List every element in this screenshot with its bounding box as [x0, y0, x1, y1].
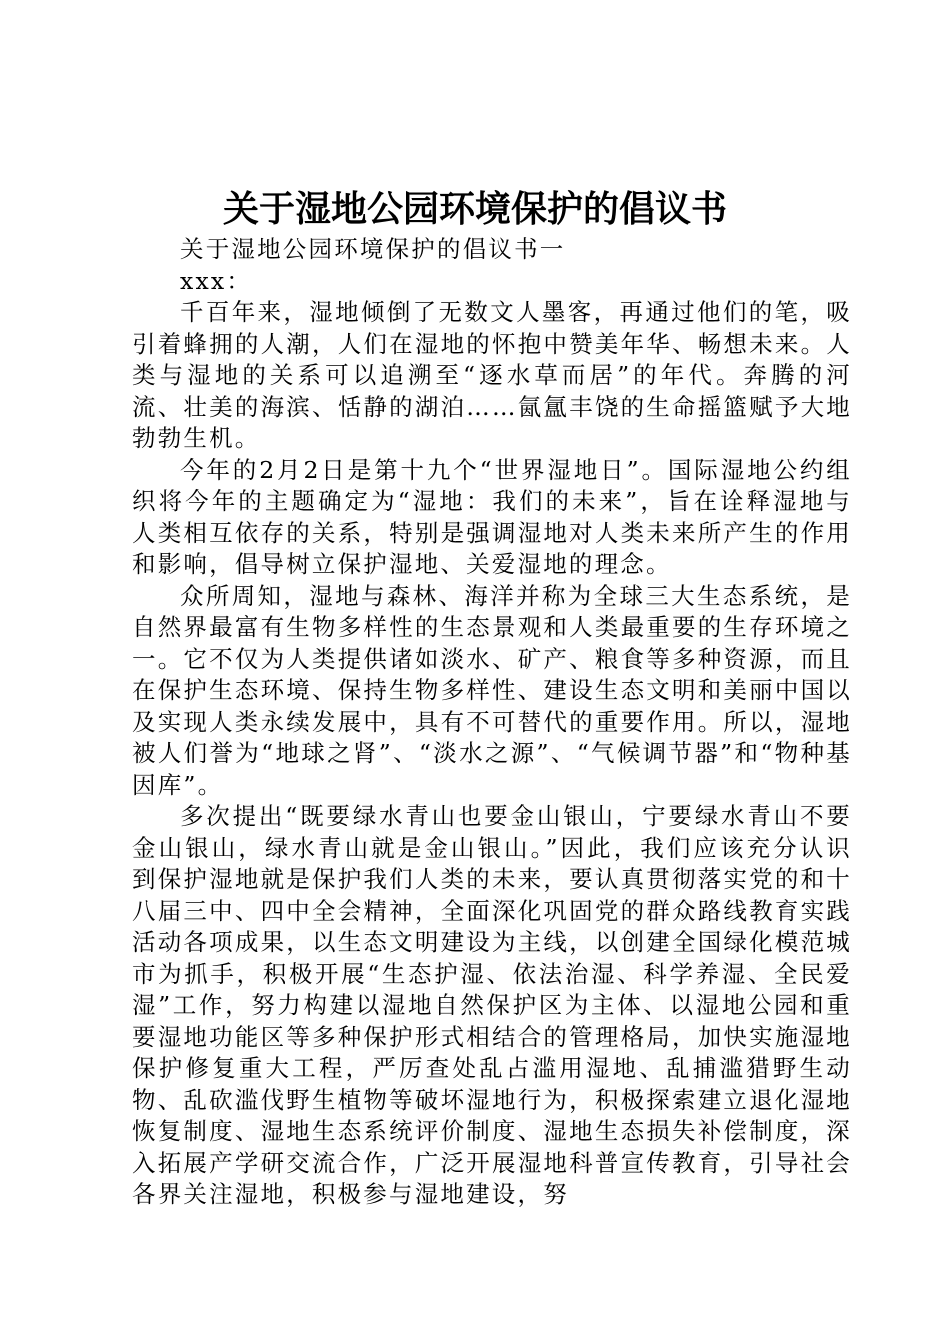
paragraph: 今年的2月2日是第十九个“世界湿地日”。国际湿地公约组织将今年的主题确定为“湿地：我们的未来”，旨在诠释湿地与人类相互依存的关系，特别是强调湿地对人类未来所产生的作用和影响，倡导树立保护湿地、关爱湿地的理念。 [132, 455, 852, 578]
document-title: 关于湿地公园环境保护的倡议书 [222, 188, 727, 230]
paragraph: 众所周知，湿地与森林、海洋并称为全球三大生态系统，是自然界最富有生物多样性的生态景观和人类最重要的生存环境之一。它不仅为人类提供诸如淡水、矿产、粮食等多种资源，而且在保护生态环境、保持生物多样性、建设生态文明和美丽中国以及实现人类永续发展中，具有不可替代的重要作用。所以，湿地被人们誉为“地球之肾”、“淡水之源”、“气候调节器”和“物种基因库”。 [132, 581, 852, 799]
document-body [132, 234, 852, 1211]
salutation: xxx： [180, 266, 253, 295]
paragraph: 千百年来，湿地倾倒了无数文人墨客，再通过他们的笔，吸引着蜂拥的人潮，人们在湿地的怀抱中赞美年华、畅想未来。人类与湿地的关系可以追溯至“逐水草而居”的年代。奔腾的河流、壮美的海滨、恬静的湖泊……氤氲丰饶的生命摇篮赋予大地勃勃生机。 [132, 298, 852, 452]
paragraph: 多次提出“既要绿水青山也要金山银山，宁要绿水青山不要金山银山，绿水青山就是金山银山。”因此，我们应该充分认识到保护湿地就是保护我们人类的未来，要认真贯彻落实党的和十八届三中、四中全会精神，全面深化巩固党的群众路线教育实践活动各项成果，以生态文明建设为主线，以创建全国绿化模范城市为抓手，积极开展“生态护湿、依法治湿、科学养湿、全民爱湿”工作，努力构建以湿地自然保护区为主体、以湿地公园和重要湿地功能区等多种保护形式相结合的管理格局，加快实施湿地保护修复重大工程，严厉查处乱占滥用湿地、乱捕滥猎野生动物、乱砍滥伐野生植物等破坏湿地行为，积极探索建立退化湿地恢复制度、湿地生态系统评价制度、湿地生态损失补偿制度，深入拓展产学研交流合作，广泛开展湿地科普宣传教育，引导社会各界关注湿地，积极参与湿地建设，努 [132, 802, 852, 1208]
document-subtitle: 关于湿地公园环境保护的倡议书一 [180, 235, 566, 263]
